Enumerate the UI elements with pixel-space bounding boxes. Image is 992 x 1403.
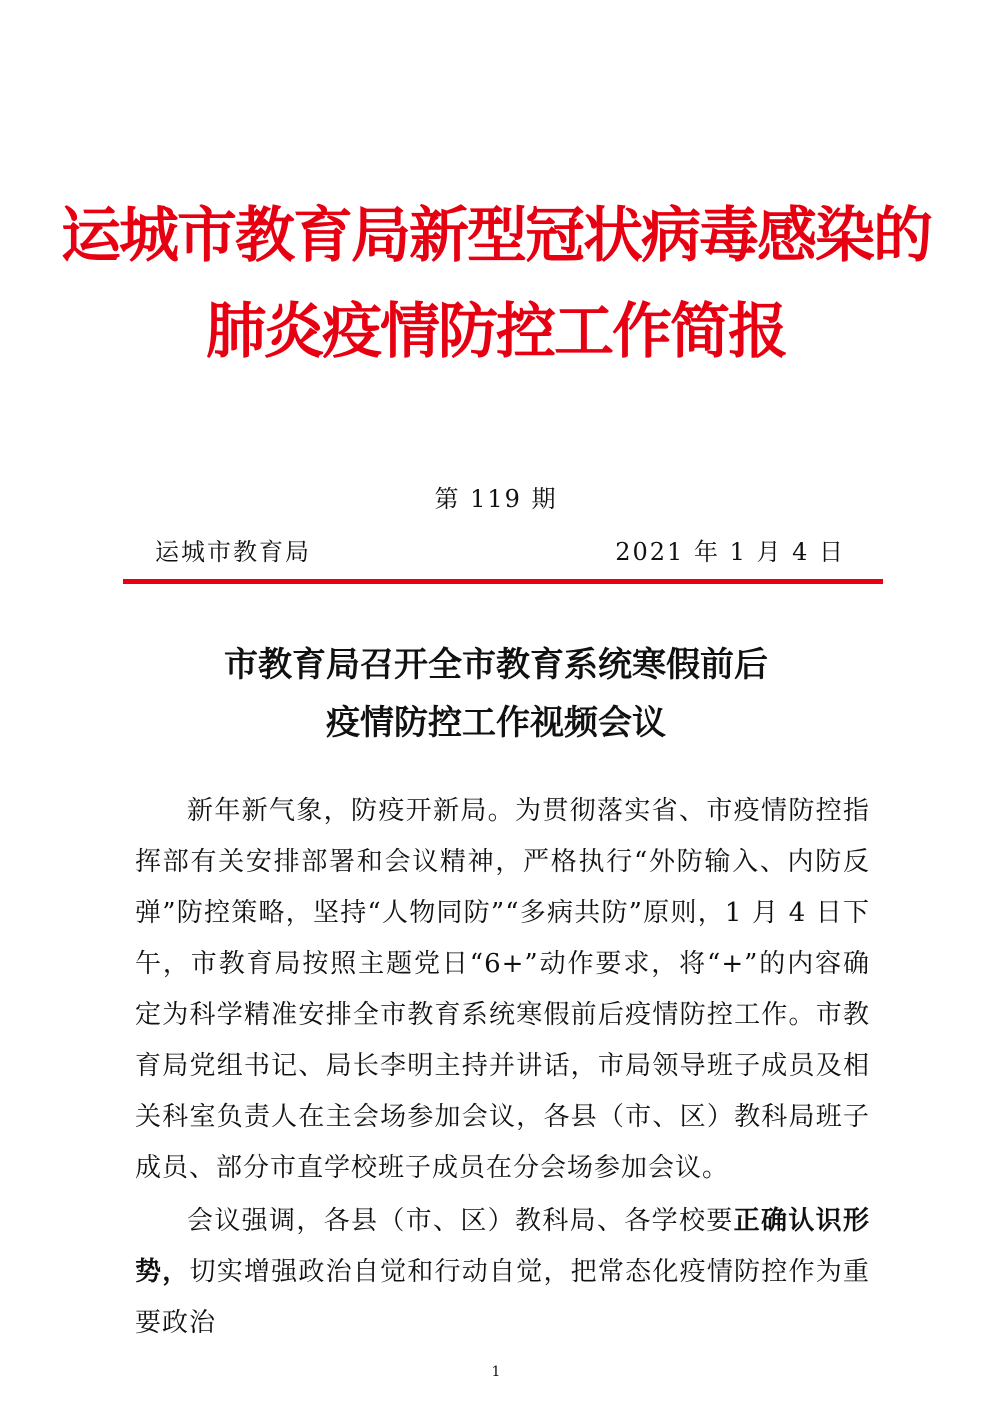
issue-number: 第 119 期 <box>434 485 558 513</box>
paragraph-2-emphasis: 正确认识形势， <box>135 1206 870 1287</box>
article-title-line-1: 市教育局召开全市教育系统寒假前后 <box>224 645 768 685</box>
masthead-line-2: 肺炎疫情防控工作简报 <box>206 297 786 367</box>
issuer-name: 运城市教育局 <box>155 538 311 566</box>
red-divider-line <box>123 579 883 584</box>
paragraph-2-rest: 切实增强政治自觉和行动自觉，把常态化疫情防控作为重要政治 <box>135 1257 870 1338</box>
page-number: 1 <box>491 1364 501 1380</box>
masthead-line-1: 运城市教育局新型冠状病毒感染的 <box>61 201 931 271</box>
paragraph-2-lead: 会议强调，各县（市、区）教科局、各学校要 <box>187 1206 734 1236</box>
article-body <box>135 786 870 1349</box>
article-title <box>0 636 992 752</box>
article-title-line-2: 疫情防控工作视频会议 <box>326 703 666 743</box>
paragraph-1: 新年新气象，防疫开新局。为贯彻落实省、市疫情防控指挥部有关安排部署和会议精神，严格执行“外防输入、内防反弹”防控策略，坚持“人物同防”“多病共防”原则，1 月 4 日下午，市教育局按照主题党日“6+”动作要求，将“+”的内容确定为科学精准安排全市教育系统寒假前后疫情防控工作。市教育局党组书记、局长李明主持并讲话，市局领导班子成员及相关科室负责人在主会场参加会议，各县（市、区）教科局班子成员、部分市直学校班子成员在分会场参加会议。 <box>135 796 870 1183</box>
issuer-date-row <box>155 535 845 569</box>
paragraph-2 <box>135 1196 870 1349</box>
issue-date: 2021 年 1 月 4 日 <box>615 538 845 566</box>
bulletin-masthead <box>0 188 992 380</box>
